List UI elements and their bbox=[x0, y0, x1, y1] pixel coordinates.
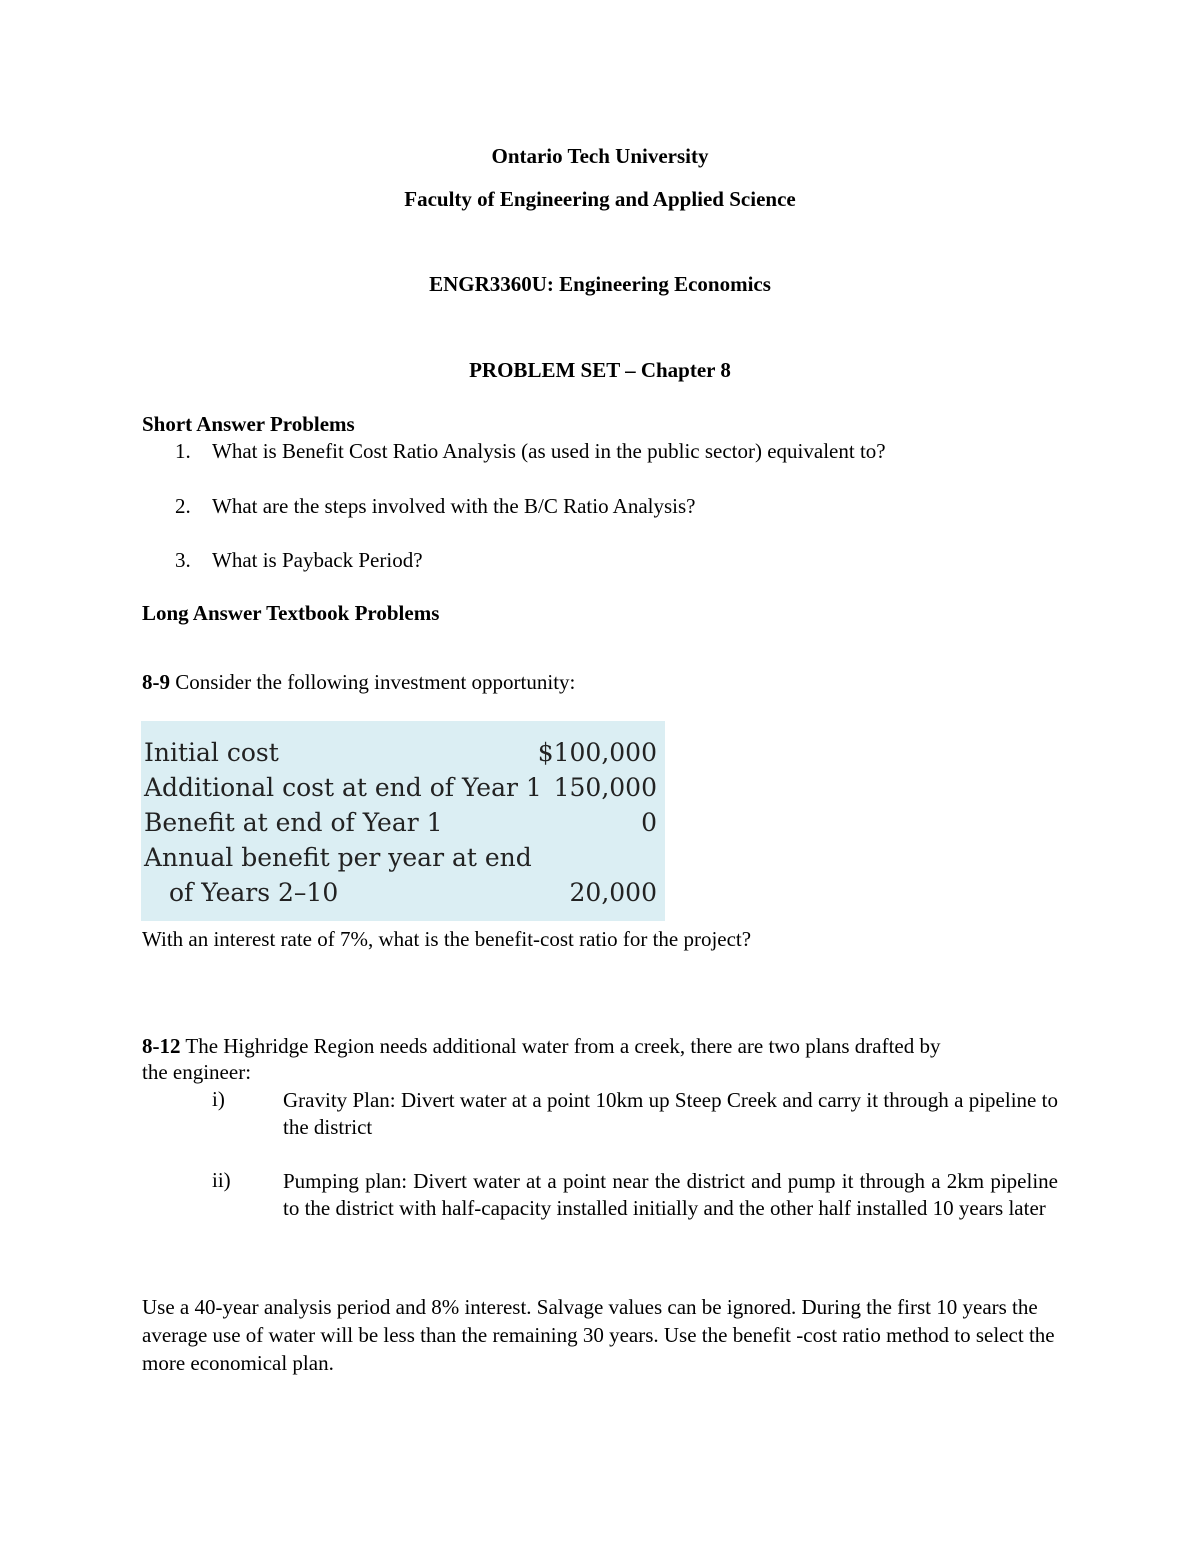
table-row-label: of Years 2–10 bbox=[169, 878, 339, 907]
table-row-value: 150,000 bbox=[553, 773, 657, 802]
list-item-text: What is Payback Period? bbox=[212, 548, 423, 572]
list-item-text: What are the steps involved with the B/C Ratio Analysis? bbox=[212, 494, 696, 518]
problem-8-12-closing: Use a 40-year analysis period and 8% interest. Salvage values can be ignored. During the first 10 years the average use of water will be less than the remaining 30 years. Use the benefit -cost ratio method to select the more economical plan. bbox=[142, 1295, 1055, 1375]
problem-8-12-intro bbox=[142, 1034, 941, 1059]
faculty-title: Faculty of Engineering and Applied Science bbox=[404, 187, 796, 211]
course-title: ENGR3360U: Engineering Economics bbox=[429, 272, 771, 296]
plan-item bbox=[0, 1168, 1200, 1253]
problem-label: 8-9 bbox=[142, 670, 170, 694]
table-row-value: 0 bbox=[641, 808, 657, 837]
table-row-label: Additional cost at end of Year 1 bbox=[144, 773, 542, 802]
problem-intro-text: Consider the following investment opportunity: bbox=[170, 670, 576, 694]
list-item-number: 1. bbox=[175, 439, 191, 463]
plan-number: ii) bbox=[212, 1168, 231, 1192]
plan-text: Gravity Plan: Divert water at a point 10km up Steep Creek and carry it through a pipeline to the district bbox=[283, 1088, 1058, 1139]
list-item bbox=[0, 548, 1200, 578]
table-row-label: Benefit at end of Year 1 bbox=[144, 808, 443, 837]
plan-text: Pumping plan: Divert water at a point near the district and pump it through a 2km pipeline to the district with half-capacity installed initially and the other half installed 10 years later bbox=[283, 1169, 1058, 1220]
list-item-number: 3. bbox=[175, 548, 191, 572]
problem-8-12-intro-cont: the engineer: bbox=[142, 1060, 252, 1084]
list-item bbox=[0, 494, 1200, 524]
short-answer-heading: Short Answer Problems bbox=[142, 412, 355, 436]
problem-8-9-question: With an interest rate of 7%, what is the benefit-cost ratio for the project? bbox=[142, 927, 752, 951]
table-row-value: 20,000 bbox=[569, 878, 657, 907]
problem-8-9-intro bbox=[142, 670, 575, 695]
long-answer-heading: Long Answer Textbook Problems bbox=[142, 601, 440, 625]
plan-number: i) bbox=[212, 1087, 225, 1111]
table-row-value: $100,000 bbox=[537, 738, 657, 767]
investment-table bbox=[141, 721, 665, 921]
problem-intro-text: The Highridge Region needs additional water from a creek, there are two plans drafted by bbox=[180, 1034, 941, 1058]
problem-set-title: PROBLEM SET – Chapter 8 bbox=[469, 358, 731, 382]
list-item bbox=[0, 439, 1200, 469]
table-row-label: Initial cost bbox=[144, 738, 279, 767]
problem-label: 8-12 bbox=[142, 1034, 181, 1058]
plan-item bbox=[0, 1087, 1200, 1147]
university-title: Ontario Tech University bbox=[491, 144, 709, 168]
list-item-number: 2. bbox=[175, 494, 191, 518]
list-item-text: What is Benefit Cost Ratio Analysis (as used in the public sector) equivalent to? bbox=[212, 439, 886, 463]
table-row-label: Annual benefit per year at end bbox=[144, 843, 532, 872]
